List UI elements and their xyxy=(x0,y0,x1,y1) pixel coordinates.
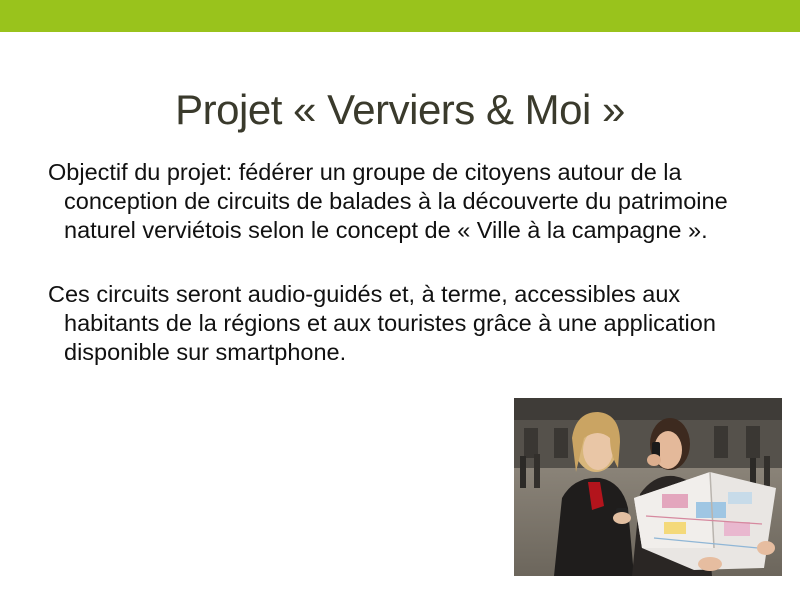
paragraph-objective: Objectif du projet: fédérer un groupe de citoyens autour de la conception de circuits de balades à la découverte du patrimoine naturel verviétois selon le concept de « Ville à la campagne ». xyxy=(48,159,728,243)
photo-illustration xyxy=(514,398,782,576)
slide-body xyxy=(48,158,768,367)
top-accent-bar xyxy=(0,0,800,32)
photo-women-reading-map xyxy=(514,398,782,576)
slide-title: Projet « Verviers & Moi » xyxy=(175,86,625,133)
paragraph-circuits: Ces circuits seront audio-guidés et, à terme, accessibles aux habitants de la régions et aux touristes grâce à une application disponible sur smartphone. xyxy=(48,281,716,365)
